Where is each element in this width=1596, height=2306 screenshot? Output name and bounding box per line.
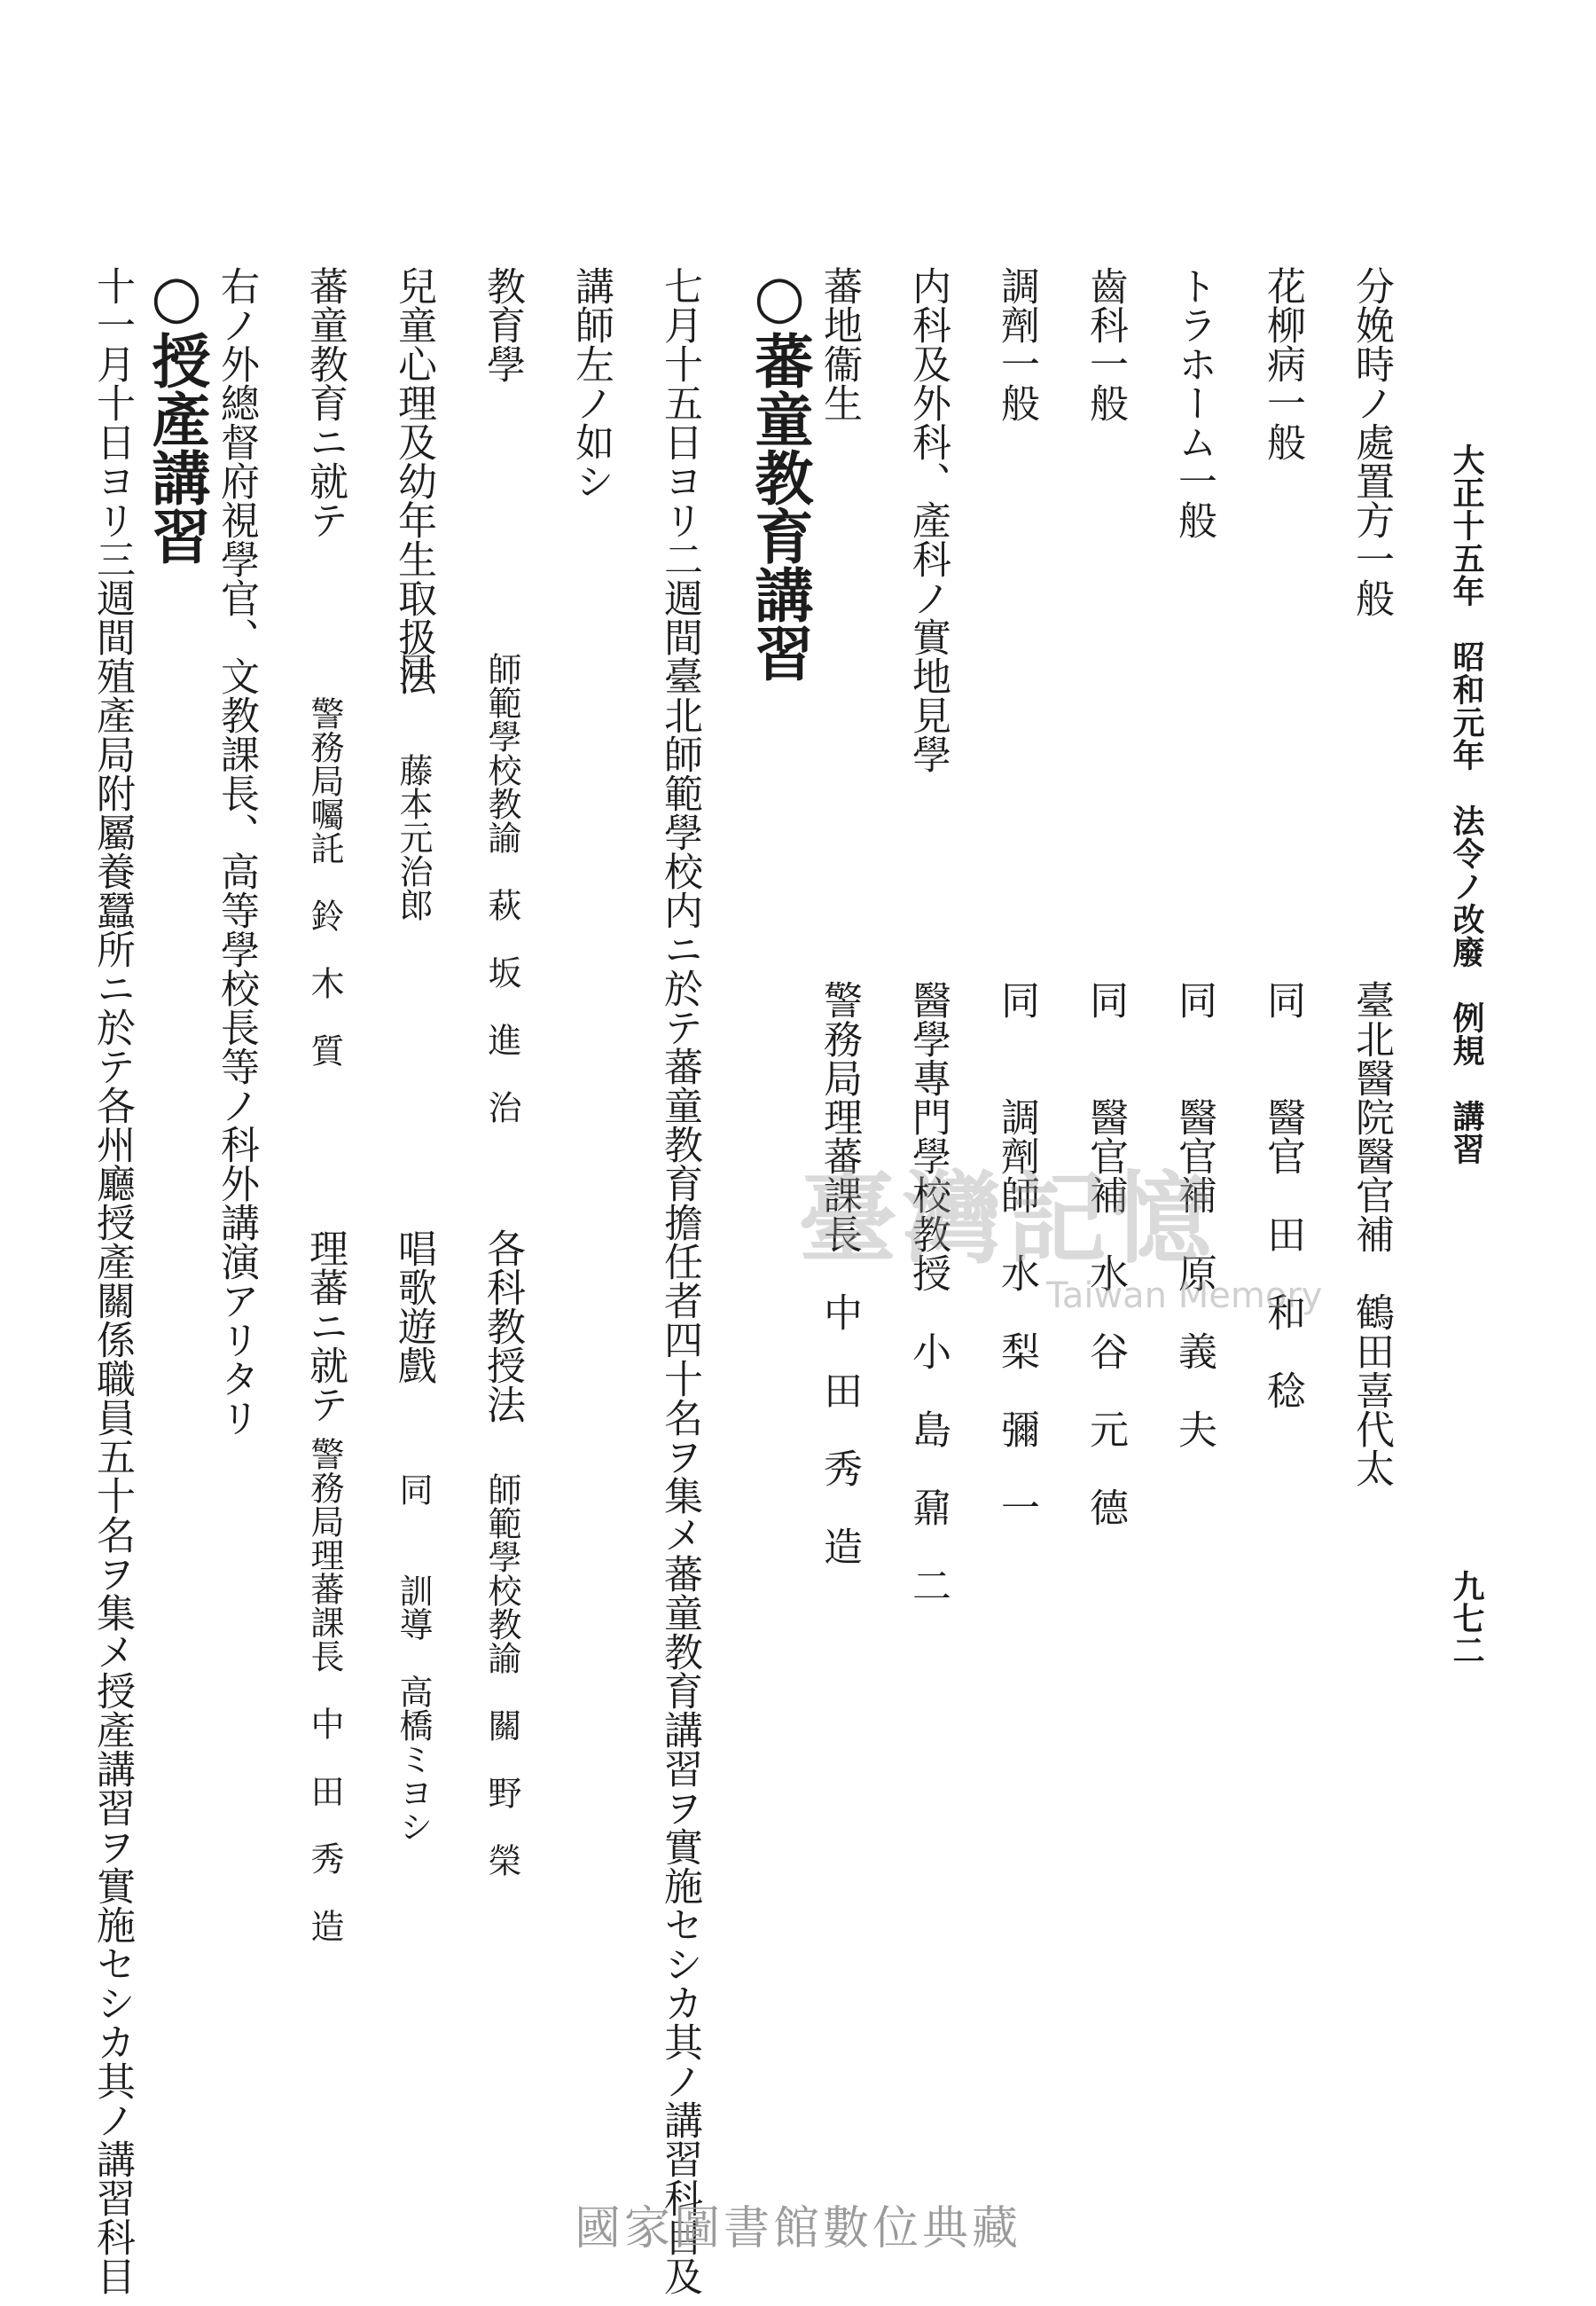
lecturer-line: 臺北醫院醫官補 鶴田喜代太 — [1349, 980, 1394, 1487]
section-heading: ○蕃童教育講習 — [745, 262, 814, 682]
subject-line: 分娩時ノ處置方一般 — [1349, 266, 1394, 617]
subject-line: 各科教授法 — [480, 1228, 525, 1424]
lecturer-line: 同 調劑師 水 梨 彌 一 — [994, 980, 1039, 1526]
paragraph-line: 七月十五日ヨリ二週間臺北師範學校内ニ於テ蕃童教育擔任者四十名ヲ集メ蕃童教育講習ヲ實施セシカ其ノ講習科目及 — [657, 266, 702, 2295]
subject-line: 唱歌遊戲 — [391, 1228, 436, 1384]
paragraph-line: 右ノ外總督府視學官、文教課長、高等學校長等ノ科外講演アリタリ — [214, 266, 259, 1437]
subject-line: トラホーム一般 — [1171, 266, 1217, 539]
lecturer-line: 警務局囑託 鈴 木 質 — [305, 696, 344, 1067]
lecturer-line: 警務局理蕃課長 中 田 秀 造 — [817, 980, 862, 1565]
lecturer-line: 同 醫官補 水 谷 元 德 — [1083, 980, 1128, 1526]
subject-line: 兒童心理及幼年生取扱法 — [391, 266, 436, 695]
subject-line: 理蕃ニ就テ — [302, 1228, 348, 1424]
watermark-text: Taiwan Memory — [1046, 1275, 1323, 1316]
watermark-logo: 臺灣記憶 — [798, 1161, 1217, 1277]
subject-line: 蕃童教育ニ就テ — [302, 266, 348, 539]
footer-credit: 國家圖書館數位典藏 — [574, 2202, 1021, 2255]
lecturer-line: 同 訓導 高橋ミヨシ — [394, 1472, 433, 1843]
lecturer-line: 警務局理蕃課長 中 田 秀 造 — [305, 1437, 344, 1942]
lecturer-line: 同 藤本元治郎 — [394, 652, 433, 922]
subject-line: 花柳病一般 — [1260, 266, 1305, 461]
lecturer-line: 醫學專門學校教授 小 島 鼐 二 — [905, 980, 951, 1604]
subject-line: 教育學 — [480, 266, 525, 383]
page-number: 九七二 — [1448, 1570, 1485, 1666]
lecturer-line: 師範學校教諭 關 野 榮 — [482, 1472, 521, 1877]
paragraph-line: 講師左ノ如シ — [568, 266, 614, 500]
running-header: 大正十五年 昭和元年 法令ノ改廢 例規 講習 — [1448, 443, 1485, 1165]
section-heading: ○授產講習 — [142, 262, 211, 565]
paragraph-line: 十一月十日ヨリ三週間殖產局附屬養蠶所ニ於テ各州廳授產關係職員五十名ヲ集メ授產講習ヲ實施セシカ其ノ講習科目 — [90, 266, 135, 2295]
lecturer-line: 同 醫官補 原 義 夫 — [1171, 980, 1217, 1448]
lecturer-line: 師範學校教諭 萩 坂 進 治 — [482, 652, 521, 1124]
subject-line: 調劑一般 — [994, 266, 1039, 422]
lecturer-line: 同 醫官 田 和 稔 — [1260, 980, 1305, 1409]
subject-line: 内科及外科、產科ノ實地見學 — [905, 266, 951, 773]
subject-line: 蕃地衞生 — [817, 266, 862, 422]
subject-line: 齒科一般 — [1083, 266, 1128, 422]
